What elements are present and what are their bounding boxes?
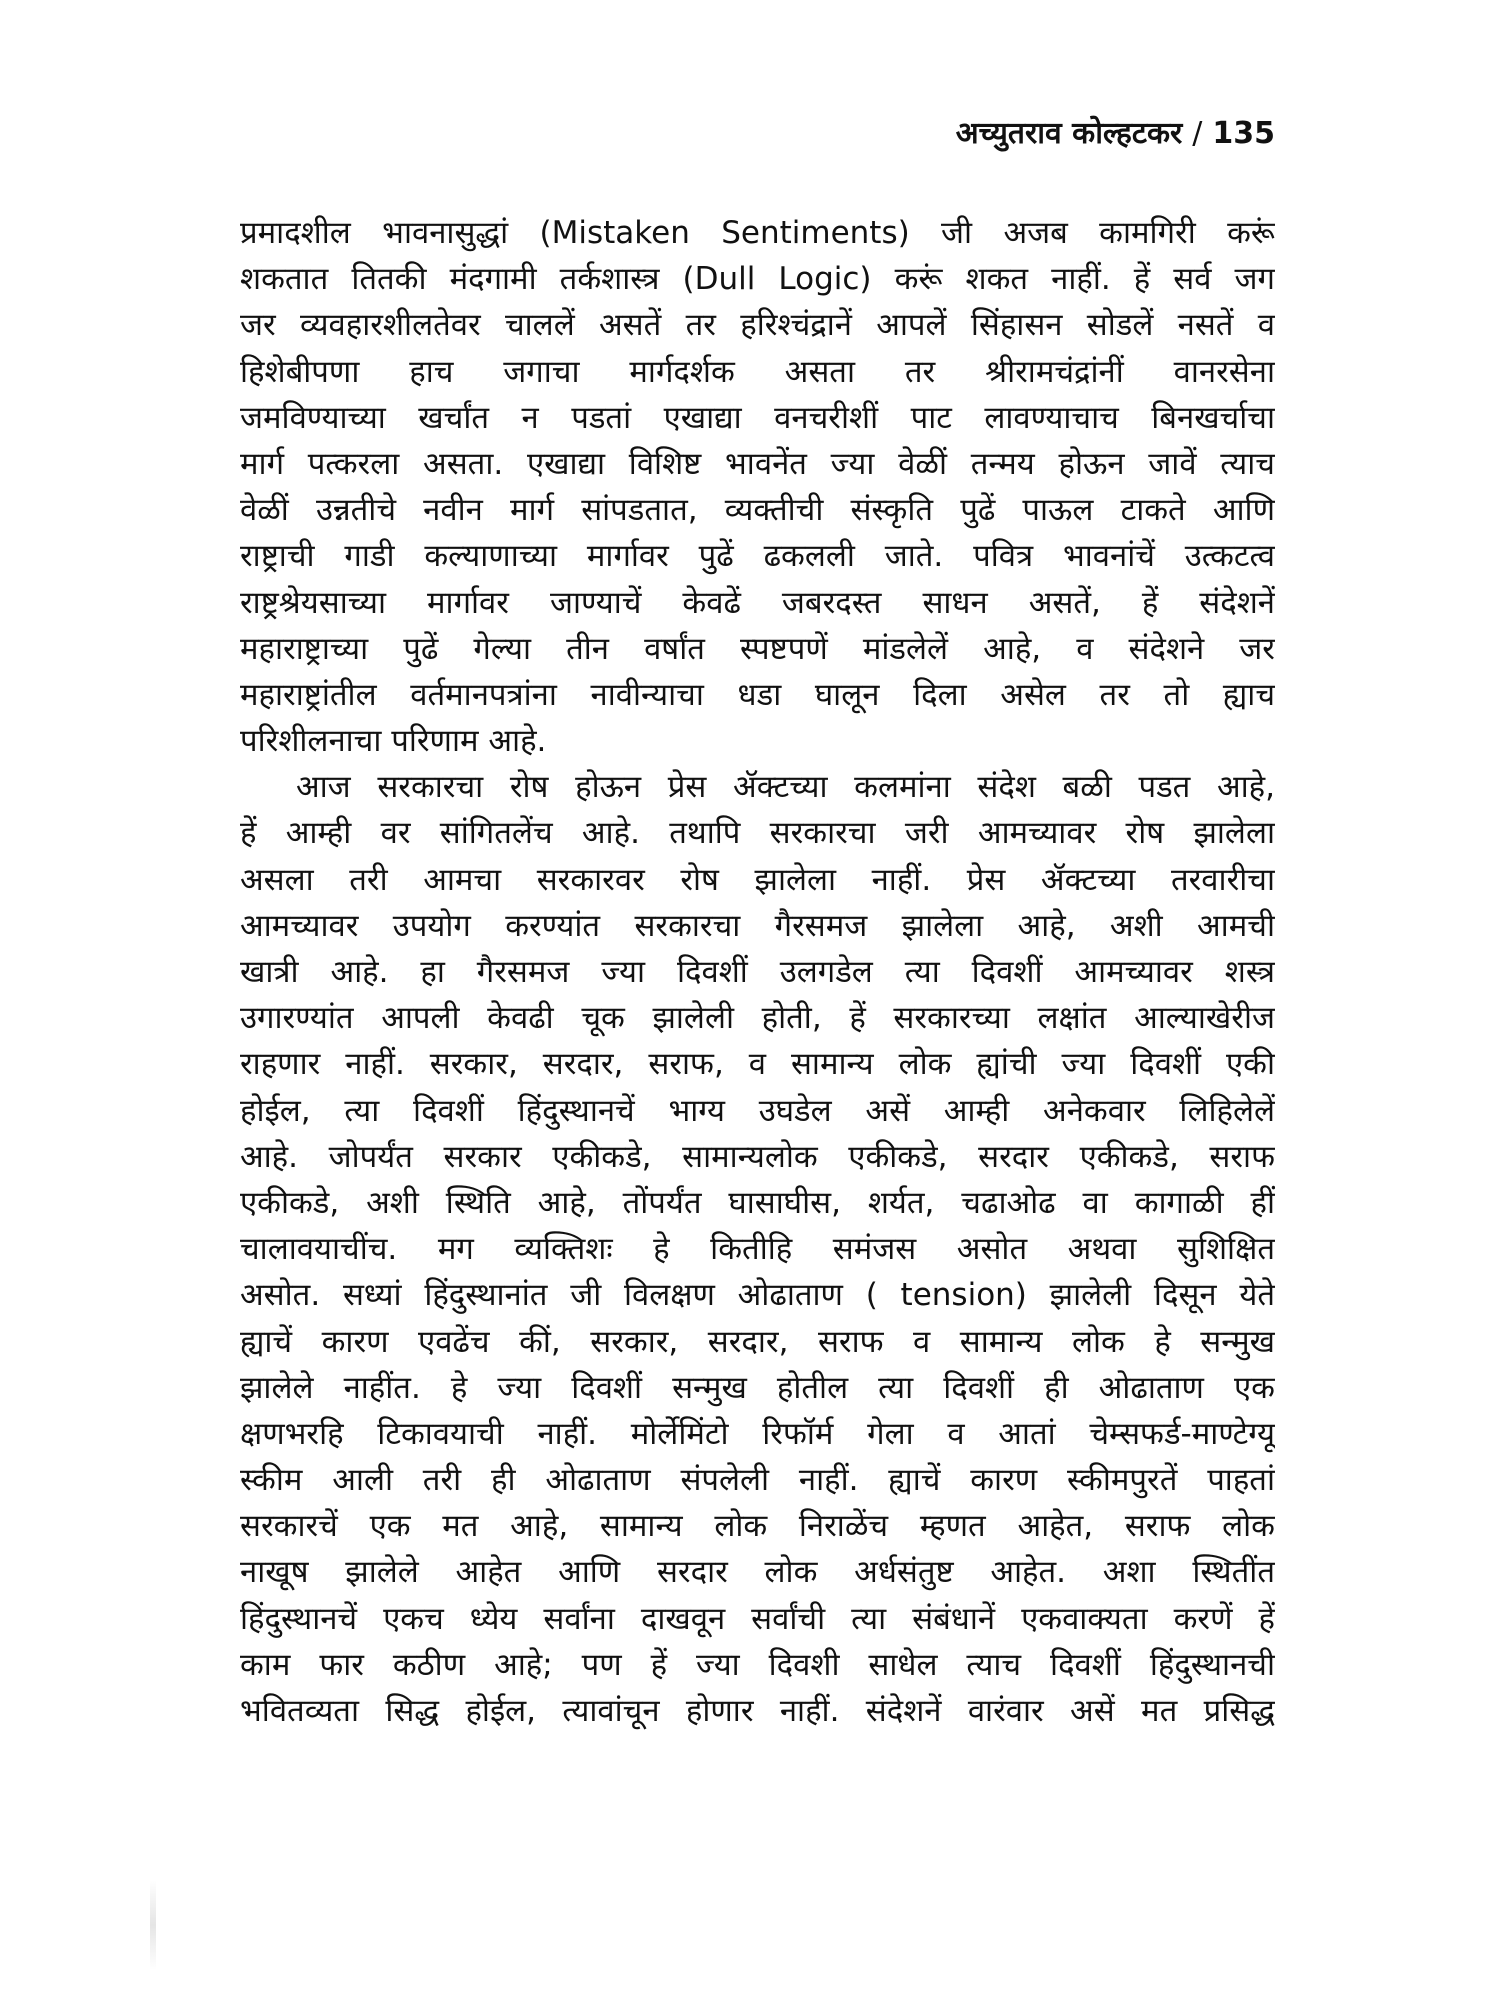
- text-line: राष्ट्रश्रेयसाच्या मार्गावर जाण्याचें केवढें जबरदस्त साधन असतें, हें संदेशनें: [240, 584, 1275, 621]
- text-line: राहणार नाहीं. सरकार, सरदार, सराफ, व सामान्य लोक ह्यांची ज्या दिवशीं एकी: [240, 1046, 1275, 1083]
- text-line: काम फार कठीण आहे; पण हें ज्या दिवशी साधेल त्याच दिवशीं हिंदुस्थानची: [240, 1646, 1275, 1683]
- text-line: ह्याचें कारण एवढेंच कीं, सरकार, सरदार, सराफ व सामान्य लोक हे सन्मुख: [240, 1323, 1275, 1360]
- running-header: [240, 112, 1275, 156]
- text-line: महाराष्ट्रांतील वर्तमानपत्रांना नावीन्याचा धडा घालून दिला असेल तर तो ह्याच: [240, 676, 1275, 713]
- text-line: परिशीलनाचा परिणाम आहे.: [240, 723, 547, 760]
- scan-edge-shadow: [150, 1880, 156, 1970]
- text-line: असला तरी आमचा सरकारवर रोष झालेला नाहीं. प्रेस ॲक्टच्या तरवारीचा: [240, 861, 1275, 898]
- text-line: उगारण्यांत आपली केवढी चूक झालेली होती, हें सरकारच्या लक्षांत आल्याखेरीज: [240, 1000, 1275, 1037]
- text-line: प्रमादशील भावनासुद्धां (Mistaken Sentiments) जी अजब कामगिरी करूं: [240, 215, 1275, 251]
- text-line: शकतात तितकी मंदगामी तर्कशास्त्र (Dull Logic) करूं शकत नाहीं. हें सर्व जग: [240, 261, 1275, 298]
- paragraph-2: [240, 764, 1275, 1734]
- text-line: मार्ग पत्करला असता. एखाद्या विशिष्ट भावनेंत ज्या वेळीं तन्मय होऊन जावें त्याच: [240, 445, 1275, 482]
- text-line: झालेले नाहींत. हे ज्या दिवशीं सन्मुख होतील त्या दिवशीं ही ओढाताण एक: [240, 1369, 1275, 1406]
- text-line: एकीकडे, अशी स्थिति आहे, तोंपर्यंत घासाघीस, शर्यत, चढाओढ वा कागाळी हीं: [240, 1184, 1275, 1221]
- text-line: हें आम्ही वर सांगितलेंच आहे. तथापि सरकारचा जरी आमच्यावर रोष झालेला: [240, 815, 1275, 852]
- text-line: जर व्यवहारशीलतेवर चाललें असतें तर हरिश्चंद्रानें आपलें सिंहासन सोडलें नसतें व: [240, 307, 1275, 344]
- text-line: हिशेबीपणा हाच जगाचा मार्गदर्शक असता तर श्रीरामचंद्रांनीं वानरसेना: [240, 353, 1275, 390]
- text-line: नाखूष झालेले आहेत आणि सरदार लोक अर्धसंतुष्ट आहेत. अशा स्थितींत: [240, 1554, 1275, 1591]
- text-line: क्षणभरहि टिकावयाची नाहीं. मोर्लेमिंटो रिफॉर्म गेला व आतां चेम्सफर्ड-माण्टेग्यू: [240, 1415, 1275, 1452]
- text-line: होईल, त्या दिवशीं हिंदुस्थानचें भाग्य उघडेल असें आम्ही अनेकवार लिहिलेलें: [240, 1092, 1275, 1129]
- text-line: हिंदुस्थानचें एकच ध्येय सर्वांना दाखवून सर्वांची त्या संबंधानें एकवाक्यता करणें हें: [240, 1600, 1275, 1637]
- text-line: जमविण्याच्या खर्चांत न पडतां एखाद्या वनचरीशीं पाट लावण्याचाच बिनखर्चाचा: [240, 399, 1275, 436]
- text-line: आमच्यावर उपयोग करण्यांत सरकारचा गैरसमज झालेला आहे, अशी आमची: [240, 907, 1275, 944]
- paragraph-1: [240, 210, 1275, 764]
- text-line: महाराष्ट्राच्या पुढें गेल्या तीन वर्षांत स्पष्टपणें मांडलेलें आहे, व संदेशने जर: [240, 630, 1275, 667]
- text-line: आहे. जोपर्यंत सरकार एकीकडे, सामान्यलोक एकीकडे, सरदार एकीकडे, सराफ: [240, 1138, 1275, 1175]
- text-line: स्कीम आली तरी ही ओढाताण संपलेली नाहीं. ह्याचें कारण स्कीमपुरतें पाहतां: [240, 1462, 1275, 1499]
- text-line: असोत. सध्यां हिंदुस्थानांत जी विलक्षण ओढाताण ( tension) झालेली दिसून येते: [240, 1277, 1275, 1314]
- text-line: आज सरकारचा रोष होऊन प्रेस ॲक्टच्या कलमांना संदेश बळी पडत आहे,: [296, 769, 1275, 806]
- text-line: भवितव्यता सिद्ध होईल, त्यावांचून होणार नाहीं. संदेशनें वारंवार असें मत प्रसिद्ध: [240, 1693, 1275, 1729]
- text-line: राष्ट्राची गाडी कल्याणाच्या मार्गावर पुढें ढकलली जाते. पवित्र भावनांचें उत्कटत्व: [240, 538, 1275, 575]
- page-number: 135: [1212, 116, 1275, 151]
- text-line: वेळीं उन्नतीचे नवीन मार्ग सांपडतात, व्यक्तीची संस्कृति पुढें पाऊल टाकते आणि: [240, 492, 1275, 529]
- text-line: खात्री आहे. हा गैरसमज ज्या दिवशीं उलगडेल त्या दिवशीं आमच्यावर शस्त्र: [240, 954, 1275, 990]
- running-title: अच्युतराव कोल्हटकर: [955, 116, 1183, 151]
- header-separator: /: [1192, 116, 1203, 151]
- body-text: [240, 210, 1275, 1734]
- text-line: सरकारचें एक मत आहे, सामान्य लोक निराळेंच म्हणत आहेत, सराफ लोक: [240, 1508, 1275, 1545]
- text-line: चालावयाचींच. मग व्यक्तिशः हे कितीहि समंजस असोत अथवा सुशिक्षित: [240, 1231, 1275, 1268]
